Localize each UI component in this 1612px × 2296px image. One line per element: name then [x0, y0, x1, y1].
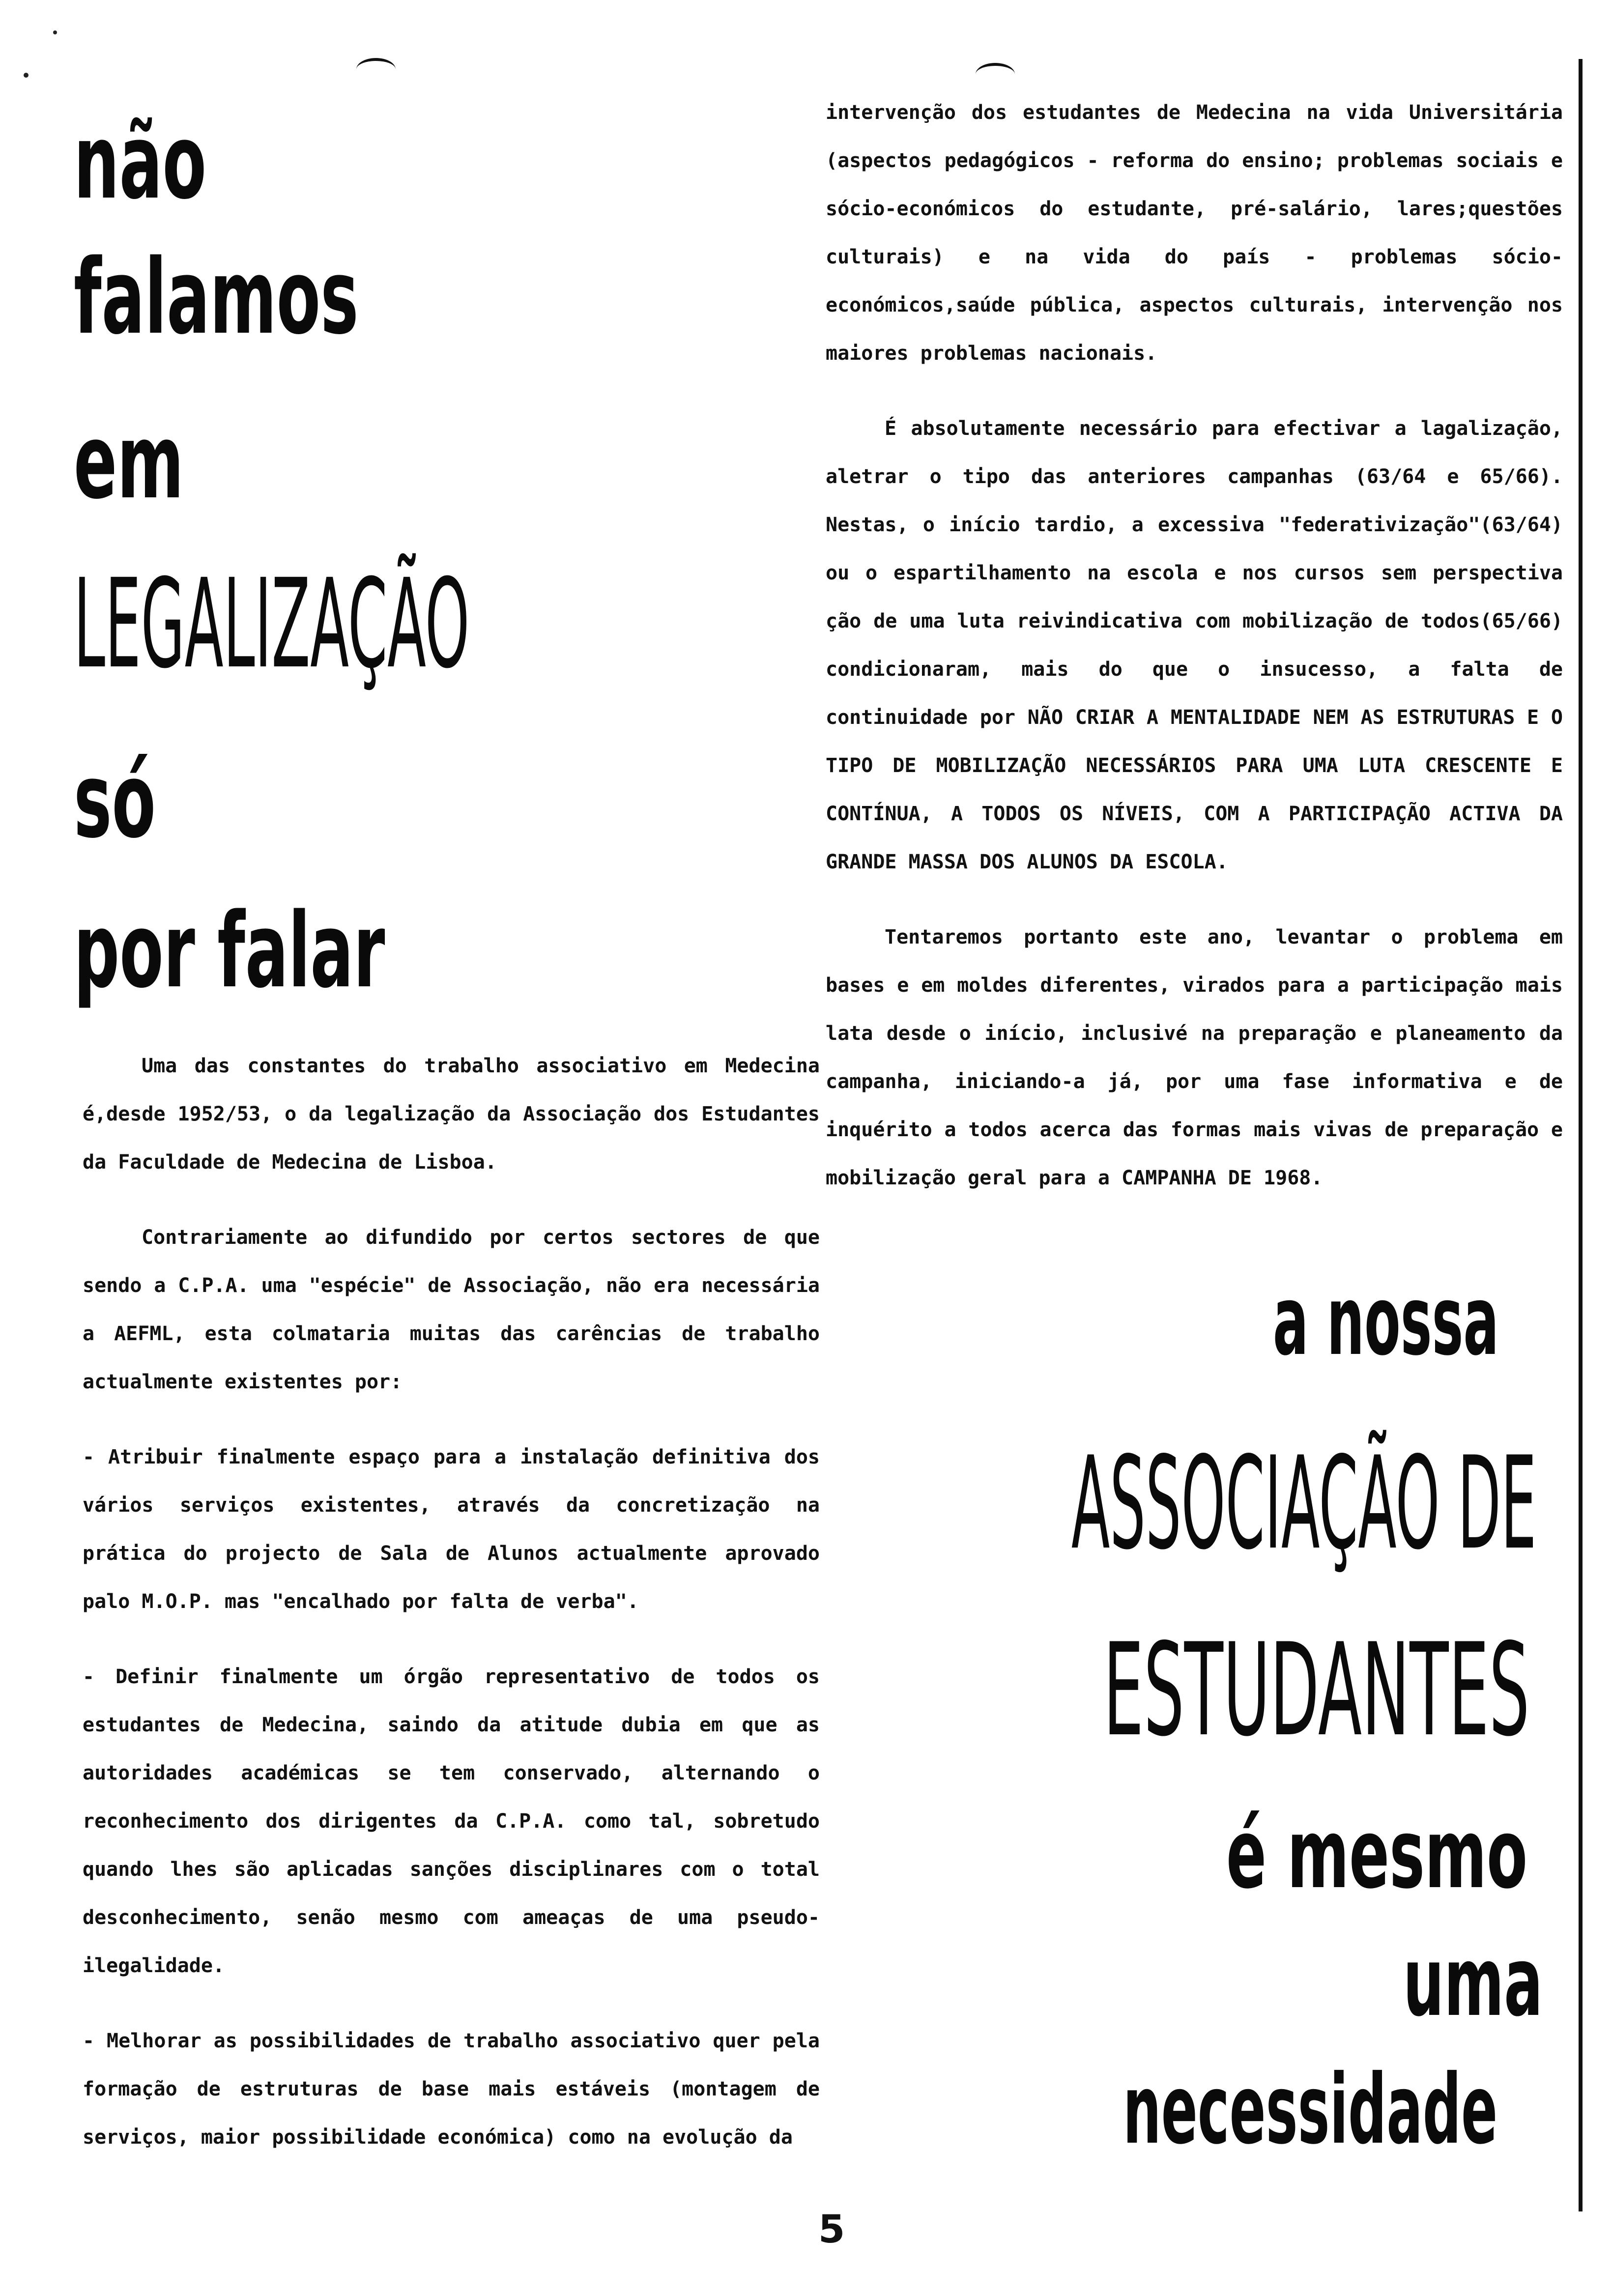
- left-paragraph-5: - Melhorar as possibilidades de trabalho associativo quer pela formação de estruturas de base mais estáveis (montagem de serviços, maior possibilidade económica) como na evolução da: [83, 2030, 820, 2149]
- left-headline-line-4: LEGALIZAÇÃO: [74, 552, 470, 695]
- right-headline-line-4: é mesmo: [1226, 1798, 1528, 1910]
- right-headline-line-1: a nossa: [1273, 1265, 1499, 1377]
- left-column: [83, 1042, 820, 2188]
- left-paragraph-2: Contrariamente ao difundido por certos sectores de que sendo a C.P.A. uma "espécie" de Associação, não era necessária a AEFML, esta colmataria muitas das carências de trabalho actualmente existentes por:: [83, 1226, 820, 1393]
- scan-speck: [24, 73, 29, 78]
- right-paragraph-3: Tentaremos portanto este ano, levantar o problema em bases e em moldes diferentes, virados para a participação mais lata desde o início, inclusivé na preparação e planeamento da campanha, iniciando-a já, por uma fase informativa e de inquérito a todos acerca das formas mais vivas de preparação e mobilização geral para a CAMPANHA DE 1968.: [826, 926, 1563, 1189]
- right-column: [826, 88, 1563, 1229]
- scan-mark: [356, 58, 396, 81]
- left-headline-line-5: só: [74, 741, 156, 861]
- scan-mark: [976, 63, 1015, 86]
- right-paragraph-2: É absolutamente necessário para efectivar a lagalização, aletrar o tipo das anteriores campanhas (63/64 e 65/66). Nestas, o início tardio, a excessiva "federativização"(63/64) ou o espartilhamento na escola e nos cursos sem perspectiva ção de uma luta reivindicativa com mobilização de todos(65/66) condicionaram, mais do que o insucesso, a falta de continuidade por NÃO CRIAR A MENTALIDADE NEM AS ESTRUTURAS E O TIPO DE MOBILIZAÇÃO NECESSÁRIOS PARA UMA LUTA CRESCENTE E CONTÍNUA, A TODOS OS NÍVEIS, COM A PARTICIPAÇÃO ACTIVA DA GRANDE MASSA DOS ALUNOS DA ESCOLA.: [826, 417, 1563, 873]
- right-headline-line-3: ESTUDANTES: [1103, 1616, 1530, 1765]
- left-headline-line-6: por falar: [74, 890, 385, 1011]
- left-headline-line-3: em: [74, 402, 184, 522]
- left-paragraph-3: - Atribuir finalmente espaço para a instalação definitiva dos vários serviços existentes, através da concretização na prática do projecto de Sala de Alunos actualmente aprovado palo M.O.P. mas "encalhado por falta de verba".: [83, 1446, 820, 1613]
- right-headline-line-5: uma: [1403, 1926, 1543, 2038]
- right-headline-line-6: necessidade: [1123, 2054, 1498, 2165]
- page-number: 5: [818, 2208, 845, 2252]
- left-paragraph-1: Uma das constantes do trabalho associativo em Medecina é,desde 1952/53, o da legalização da Associação dos Estudantes da Faculdade de Medecina de Lisboa.: [83, 1055, 820, 1174]
- right-paragraph-1: intervenção dos estudantes de Medecina na vida Universitária (aspectos pedagógicos - reforma do ensino; problemas sociais e sócio-económicos do estudante, pré-salário, lares;questões culturais) e na vida do país - problemas sócio-económicos,saúde pública, aspectos culturais, intervenção nos maiores problemas nacionais.: [826, 101, 1563, 365]
- left-paragraph-4: - Definir finalmente um órgão representativo de todos os estudantes de Medecina, saindo da atitude dubia em que as autoridades académicas se tem conservado, alternando o reconhecimento dos dirigentes da C.P.A. como tal, sobretudo quando lhes são aplicadas sanções disciplinares com o total desconhecimento, senão mesmo com ameaças de uma pseudo-ilegalidade.: [83, 1665, 820, 1977]
- right-headline-line-2: ASSOCIAÇÃO DE: [1071, 1430, 1537, 1578]
- left-headline-line-2: falamos: [74, 237, 359, 357]
- right-border-line: [1579, 59, 1583, 2211]
- left-headline-line-1: não: [74, 102, 207, 222]
- scan-speck: [53, 30, 57, 34]
